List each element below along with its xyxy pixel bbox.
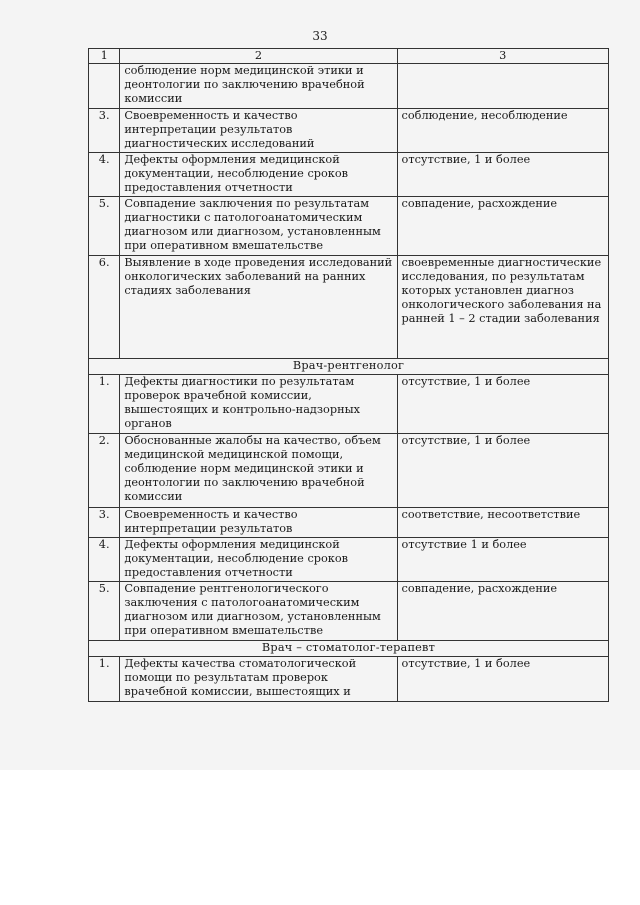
row-value: отсутствие 1 и более xyxy=(397,538,608,582)
row-number: 3. xyxy=(89,109,120,153)
row-criterion: Дефекты качества стоматологической помощи по результатам проверок врачебной комиссии, вышестоящих и xyxy=(120,657,397,702)
row-value: соблюдение, несоблюдение xyxy=(397,109,608,153)
table-row xyxy=(89,153,609,197)
table-row xyxy=(89,109,609,153)
row-number: 4. xyxy=(89,153,120,197)
row-criterion: Дефекты оформления медицинской документации, несоблюдение сроков предоставления отчетности xyxy=(120,153,397,197)
row-number: 5. xyxy=(89,197,120,256)
row-criterion: соблюдение норм медицинской этики и деонтологии по заключению врачебной комиссии xyxy=(120,64,397,109)
row-value: совпадение, расхождение xyxy=(397,582,608,641)
section-heading-row xyxy=(89,359,609,375)
table-row xyxy=(89,434,609,508)
row-number: 3. xyxy=(89,508,120,538)
row-criterion: Дефекты диагностики по результатам проверок врачебной комиссии, вышестоящих и контрольно-надзорных органов xyxy=(120,375,397,434)
row-criterion: Своевременность и качество интерпретации результатов диагностических исследований xyxy=(120,109,397,153)
row-criterion: Совпадение заключения по результатам диагностики с патологоанатомическим диагнозом или диагнозом, установленным при оперативном вмешательстве xyxy=(120,197,397,256)
table-row xyxy=(89,582,609,641)
column-header-1: 1 xyxy=(89,49,120,64)
table-row xyxy=(89,375,609,434)
row-number: 6. xyxy=(89,256,120,359)
column-header-2: 2 xyxy=(120,49,397,64)
table-row xyxy=(89,657,609,702)
table-row xyxy=(89,64,609,109)
row-number xyxy=(89,64,120,109)
row-criterion: Дефекты оформления медицинской документации, несоблюдение сроков предоставления отчетности xyxy=(120,538,397,582)
row-value: отсутствие, 1 и более xyxy=(397,153,608,197)
row-criterion: Обоснованные жалобы на качество, объем медицинской медицинской помощи, соблюдение норм медицинской этики и деонтологии по заключению врачебной комиссии xyxy=(120,434,397,508)
row-criterion: Совпадение рентгенологического заключения с патологоанатомическим диагнозом или диагнозом, установленным при оперативном вмешательстве xyxy=(120,582,397,641)
section-heading-row xyxy=(89,641,609,657)
row-value: отсутствие, 1 и более xyxy=(397,434,608,508)
table-row xyxy=(89,508,609,538)
row-criterion: Своевременность и качество интерпретации результатов xyxy=(120,508,397,538)
table-row xyxy=(89,256,609,359)
row-number: 5. xyxy=(89,582,120,641)
row-value: соответствие, несоответствие xyxy=(397,508,608,538)
row-criterion: Выявление в ходе проведения исследований онкологических заболеваний на ранних стадиях заболевания xyxy=(120,256,397,359)
table-row xyxy=(89,197,609,256)
row-number: 2. xyxy=(89,434,120,508)
row-value: отсутствие, 1 и более xyxy=(397,657,608,702)
table-row xyxy=(89,538,609,582)
row-number: 1. xyxy=(89,375,120,434)
row-number: 1. xyxy=(89,657,120,702)
column-header-3: 3 xyxy=(397,49,608,64)
page-number: 33 xyxy=(312,29,328,43)
criteria-table xyxy=(88,48,609,702)
row-value: отсутствие, 1 и более xyxy=(397,375,608,434)
section-title: Врач – стоматолог-терапевт xyxy=(89,641,609,657)
section-title: Врач-рентгенолог xyxy=(89,359,609,375)
row-value: совпадение, расхождение xyxy=(397,197,608,256)
table-header-row xyxy=(89,49,609,64)
row-value: своевременные диагностические исследования, по результатам которых установлен диагноз онкологического заболевания на ранней 1 – 2 стадии заболевания xyxy=(397,256,608,359)
row-value xyxy=(397,64,608,109)
row-number: 4. xyxy=(89,538,120,582)
